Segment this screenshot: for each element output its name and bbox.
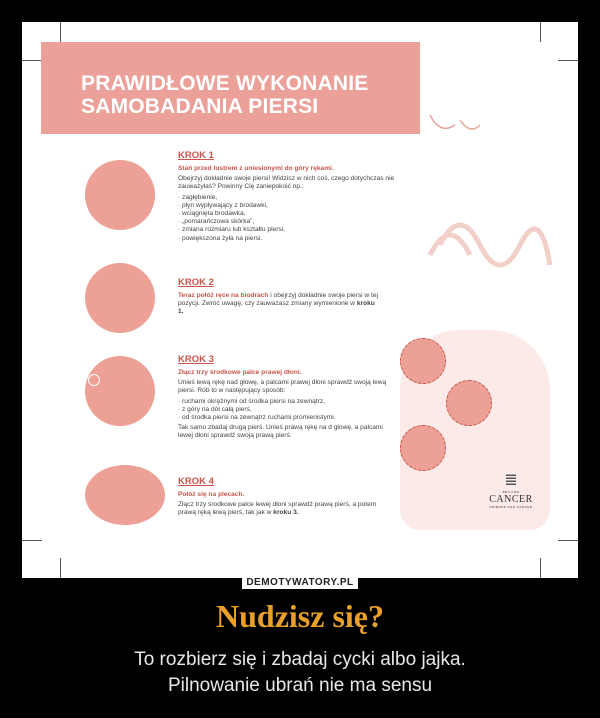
step-lead: Połóż się na plecach.: [178, 491, 245, 498]
caption-line-1: To rozbierz się i zbadaj cycki albo jajka.: [134, 649, 466, 670]
crop-mark: [60, 22, 61, 42]
step-heading: KROK 4: [178, 476, 214, 487]
crop-mark: [558, 60, 578, 61]
step-ref: kroku 1.: [178, 300, 375, 316]
step-heading: KROK 1: [178, 150, 214, 161]
ribbon-illustration: [400, 95, 560, 295]
crop-mark: [558, 540, 578, 541]
radial-motion-diagram: [446, 380, 492, 426]
step-ref: kroku 3.: [273, 509, 299, 517]
list-item: · „pomarańczowa skórka”,: [178, 218, 418, 226]
vertical-motion-diagram: [400, 425, 446, 471]
step2-illustration: [85, 263, 155, 333]
crop-mark: [22, 60, 42, 61]
logo-bottom-text: FRIENDS FOR CANCER: [489, 505, 533, 509]
step-lead: Stań przed lustrem z uniesionymi do góry rękami.: [178, 165, 334, 172]
step-bullets: [178, 194, 418, 243]
ribbon-icon: ≣: [504, 472, 518, 489]
step-1: [178, 150, 418, 245]
bra-for-cancer-logo: [480, 470, 542, 509]
list-item: · ruchami okrężnymi od środka piersi na zewnątrz,: [178, 398, 393, 406]
step-text: Unieś lewą rękę nad głowę, a palcami prawej dłoni sprawdź swoją lewą piersi. Rób to w następujący sposób:: [178, 379, 387, 395]
caption-line-2: Pilnowanie ubrań nie ma sensu: [167, 675, 433, 696]
list-item: · zagłębienie,: [178, 194, 418, 202]
circular-motion-diagram: [400, 338, 446, 384]
step-lead: Złącz trzy środkowe palce prawej dłoni.: [178, 369, 302, 376]
poster-title: PRAWIDŁOWE WYKONANIE SAMOBADANIA PIERSI: [81, 72, 369, 118]
watermark-text: DEMOTYWATORY.PL: [242, 576, 357, 589]
crop-mark: [22, 540, 42, 541]
step4-illustration: [85, 465, 165, 525]
step-4: [178, 476, 393, 520]
caption-subtitle: [0, 647, 600, 699]
step-heading: KROK 2: [178, 277, 214, 288]
list-item: · zmiana rozmiaru lub kształtu piersi,: [178, 226, 418, 234]
step-text: Obejrzyj dokładnie swoje piersi! Widzisz w nich coś, czego dotychczas nie zauważyłaś? Powinny Cię zaniepokoić np.:: [178, 175, 395, 191]
step-2: [178, 277, 378, 319]
logo-top-text: BRA FOR: [502, 490, 520, 494]
step1-illustration: [85, 160, 155, 230]
step-lead: Teraz połóż ręce na biodrach: [178, 292, 269, 299]
list-item: · od środka piersi na zewnątrz ruchami promienistymi.: [178, 414, 393, 422]
list-item: · wciągnięta brodawka,: [178, 210, 418, 218]
list-item: · powiększona żyła na piersi.: [178, 235, 418, 243]
list-item: · płyn wypływający z brodawki,: [178, 202, 418, 210]
step-3: [178, 354, 393, 443]
step3-illustration: [85, 356, 155, 426]
step-text: Złącz trzy środkowe palce lewej dłoni sprawdź prawą pierś, a potem prawą ręką lewą pierś, tak jak w: [178, 501, 377, 517]
logo-main-text: CANCER: [489, 494, 533, 505]
step-text: i obejrzyj dokładnie swoje piersi w tej pozycji. Zwróć uwagę, czy zauważasz zmiany wymienione w: [178, 292, 378, 308]
list-item: · z góry na dół całą pierś,: [178, 406, 393, 414]
watermark: [0, 572, 600, 590]
step-text-2: Tak samo zbadaj drugą pierś. Unieś prawą rękę na d głowę, a palcami lewej dłoni sprawdź swoją prawą pierś.: [178, 424, 383, 440]
crop-mark: [540, 22, 541, 42]
step-bullets: [178, 398, 393, 423]
caption-title: Nudzisz się?: [216, 598, 384, 634]
target-icon: [88, 374, 100, 386]
step-heading: KROK 3: [178, 354, 214, 365]
